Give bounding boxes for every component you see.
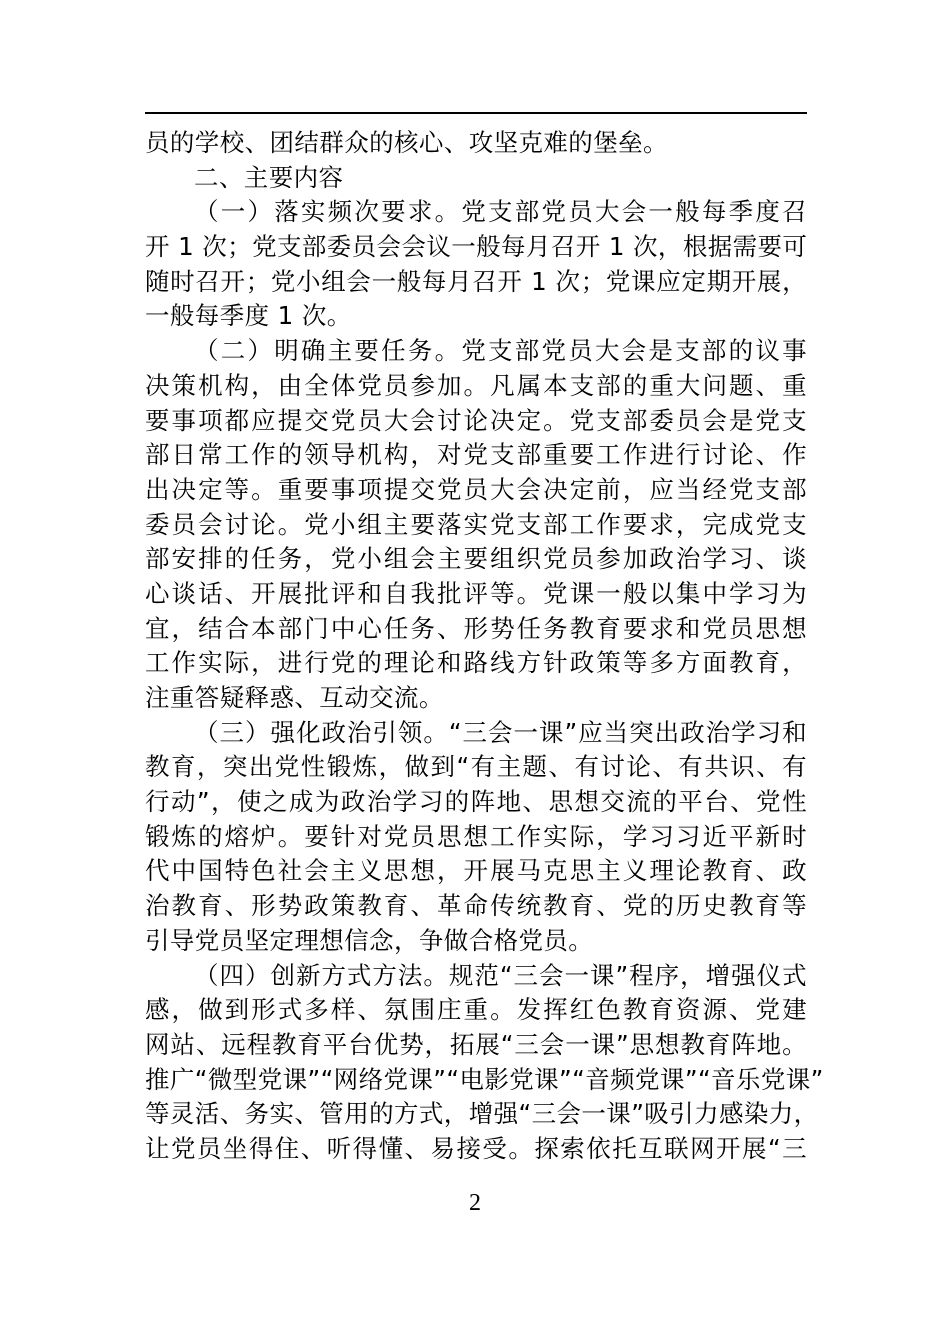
paragraph-2-line: 部安排的任务，党小组会主要组织党员参加政治学习、谈 [145, 544, 807, 574]
paragraph-3-line: （三）强化政治引领。“三会一课”应当突出政治学习和 [194, 717, 807, 747]
document-body [145, 126, 824, 1167]
paragraph-2-line: 宜，结合本部门中心任务、形势任务教育要求和党员思想 [145, 613, 807, 643]
paragraph-2-line: 要事项都应提交党员大会讨论决定。党支部委员会是党支 [145, 405, 807, 435]
paragraph-4-line: （四）创新方式方法。规范“三会一课”程序，增强仪式 [194, 960, 807, 990]
paragraph-1-line: 开 1 次；党支部委员会会议一般每月召开 1 次，根据需要可 [145, 232, 808, 262]
paragraph-4-line: 感，做到形式多样、氛围庄重。发挥红色教育资源、党建 [145, 995, 807, 1025]
paragraph-3-line: 引导党员坚定理想信念，争做合格党员。 [145, 925, 594, 955]
paragraph-3-line: 治教育、形势政策教育、革命传统教育、党的历史教育等 [145, 891, 807, 921]
paragraph-2-line: 注重答疑释惑、互动交流。 [145, 683, 444, 712]
paragraph-2-line: （二）明确主要任务。党支部党员大会是支部的议事 [194, 336, 807, 366]
paragraph-2-line: 委员会讨论。党小组主要落实党支部工作要求，完成党支 [145, 509, 807, 539]
paragraph-2-line: 部日常工作的领导机构，对党支部重要工作进行讨论、作 [145, 440, 807, 470]
paragraph-1-line: 一般每季度 1 次。 [145, 301, 352, 331]
paragraph-3-line: 代中国特色社会主义思想，开展马克思主义理论教育、政 [145, 856, 807, 886]
paragraph-4-line: 推广“微型党课”“网络党课”“电影党课”“音频党课”“音乐党课” [145, 1064, 824, 1094]
paragraph-4-line: 让党员坐得住、听得懂、易接受。探索依托互联网开展“三 [145, 1133, 807, 1163]
paragraph-2-line: 工作实际，进行党的理论和路线方针政策等多方面教育， [145, 648, 807, 678]
section-heading: 二、主要内容 [194, 162, 344, 192]
paragraph-2-line: 出决定等。重要事项提交党员大会决定前，应当经党支部 [145, 474, 807, 504]
paragraph-4-line: 网站、远程教育平台优势，拓展“三会一课”思想教育阵地。 [145, 1029, 807, 1059]
paragraph-1-line: 随时召开；党小组会一般每月召开 1 次；党课应定期开展， [145, 266, 807, 296]
paragraph-3-line: 教育，突出党性锻炼，做到“有主题、有讨论、有共识、有 [145, 752, 807, 782]
paragraph-4-line: 等灵活、务实、管用的方式，增强“三会一课”吸引力感染力， [145, 1099, 819, 1129]
paragraph-2-line: 心谈话、开展批评和自我批评等。党课一般以集中学习为 [145, 578, 807, 608]
paragraph-1-line: （一）落实频次要求。党支部党员大会一般每季度召 [194, 197, 807, 227]
page-number: 2 [469, 1190, 481, 1216]
header-rule [145, 112, 807, 114]
paragraph-3-line: 行动”，使之成为政治学习的阵地、思想交流的平台、党性 [145, 787, 807, 817]
paragraph-2-line: 决策机构，由全体党员参加。凡属本支部的重大问题、重 [145, 370, 807, 400]
text-line: 员的学校、团结群众的核心、攻坚克难的堡垒。 [145, 128, 668, 157]
paragraph-3-line: 锻炼的熔炉。要针对党员思想工作实际，学习习近平新时 [145, 821, 807, 851]
